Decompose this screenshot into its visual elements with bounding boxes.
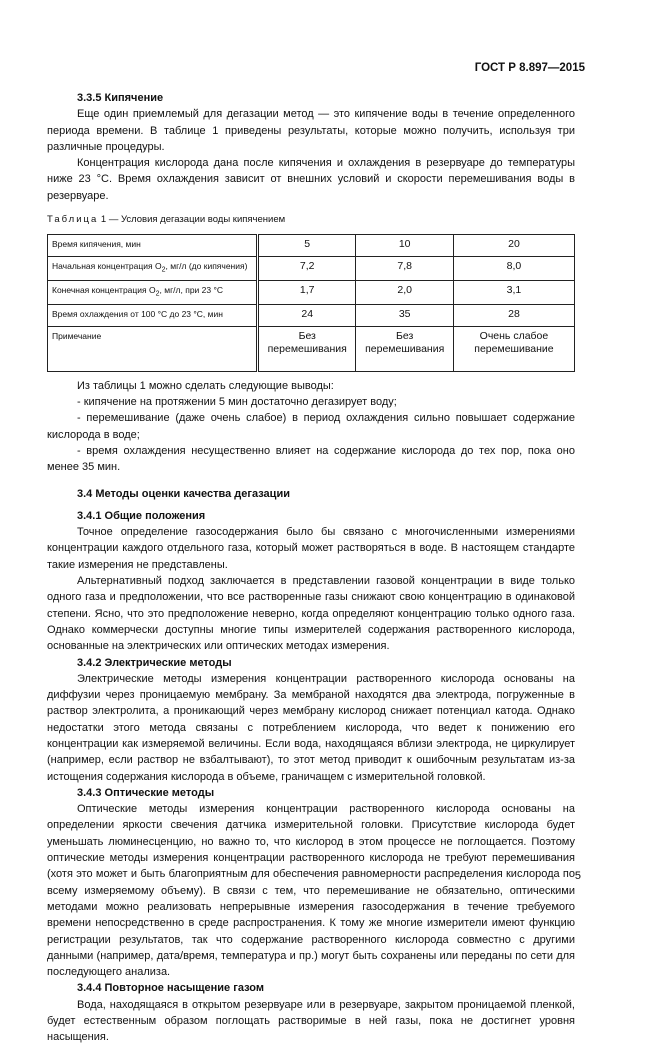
list-item: - перемешивание (даже очень слабое) в период охлаждения сильно повышает содержание кислорода в воде; [47,412,575,441]
cell: 24 [258,304,356,326]
list-item: - время охлаждения несущественно влияет на содержание кислорода до тех пор, пока оно менее 35 мин. [47,444,575,474]
paragraph: Вода, находящаяся в открытом резервуаре или в резервуаре, закрытом проницаемой пленкой, будет естественным образом поглощать растворимые в ней газы, пока не достигнет уровня насыщения. [47,998,575,1044]
paragraph: Альтернативный подход заключается в представлении газовой концентрации в виде только одного газа и предположении, что все растворенные газы снижают свою концентрацию в одинаковой степени. Ясно, что это предположение неверно, когда определяют концентрацию только одного газа. Однако коммерчески доступны многие типы измерителей содержания растворенного кислорода, основанные на электрических или оптических методах измерения. [47,575,575,653]
section-heading: 3.3.5 Кипячение [77,92,164,104]
cell: Без перемешивания [258,326,356,371]
section-heading: 3.4.3 Оптические методы [77,786,215,799]
row-label: Примечание [48,326,258,371]
cell: 2,0 [356,281,453,305]
row-label: Время кипячения, мин [48,235,258,257]
page-number: 5 [574,870,581,882]
table-caption-prefix: Таблица [47,214,99,226]
cell: 7,2 [258,257,356,281]
table-row [48,281,575,305]
subscript: 2 [155,290,160,298]
label-part: Начальная концентрация O [52,261,162,272]
table-row [48,257,575,281]
paragraph: Точное определение газосодержания было бы связано с многочисленными измерениями концентрации каждого отдельного газа, который может растворяться в воде. В настоящем стандарте такие измерения не представлены. [47,526,575,571]
cell: 20 [453,235,574,257]
cell: 28 [453,304,574,326]
table-caption-text: 1 — Условия дегазации воды кипячением [100,214,286,226]
cell: 3,1 [453,281,574,305]
paragraph: Электрические методы измерения концентрации растворенного кислорода основаны на диффузии через проницаемую мембрану. За мембраной находятся два электрода, погруженные в раствор электролита, а проникающий через мембрану кислород снижает потенциал катода. Однако недостатки этого метода связаны с потреблением кислорода, что ведет к понижению его концентрации как измеряемой величины. Если вода, находящаяся вблизи электрода, не циркулирует (например, если раствор не взбалтывают), то этот метод приводит к ошибочным результатам из-за истощения содержания кислорода в объеме, граничащем с измерительной головкой. [47,672,575,783]
cell: 5 [258,235,356,257]
table-row [48,326,575,371]
table-row [48,235,575,257]
section-heading: 3.4.4 Повторное насыщение газом [77,982,264,995]
subscript: 2 [161,267,166,275]
section-heading: 3.4.2 Электрические методы [77,656,232,669]
cell: 8,0 [453,257,574,281]
section-3-3-5 [47,90,575,1046]
row-label [48,281,258,305]
label-part: , мг/л (до кипячения) [165,261,248,272]
cell: 1,7 [258,281,356,305]
section-heading: 3.4.1 Общие положения [77,509,206,522]
label-part: Конечная концентрация O [52,285,156,296]
cell: Без перемешивания [356,326,453,371]
paragraph: Еще один приемлемый для дегазации метод — это кипячение воды в течение определенного периода времени. В таблице 1 приведены результаты, которые можно получить, используя три различные процедуры. [47,108,575,153]
row-label: Время охлаждения от 100 °С до 23 °С, мин [48,304,258,326]
table-caption [47,212,575,228]
label-part: , мг/л, при 23 °С [159,285,224,296]
cell: 7,8 [356,257,453,281]
cell: Очень слабое перемешивание [453,326,574,371]
paragraph: Оптические методы измерения концентрации растворенного кислорода основаны на определении яркости свечения датчика измерительной головки. Присутствие кислорода будет уменьшать люминесценцию, но важно то, что кислород в этом процессе не поглощается. Поэтому оптические методы измерения концентрации растворенного кислорода не требуют перемешивания (хотя это может и быть благоприятным для обеспечения равномерности распределения кислорода по всему измеряемому объему). В связи с тем, что перемешивание не обязательно, оптическими методами можно реализовать непрерывные измерения газосодержания в течение требуемого времени непосредственно в среде распространения. К тому же многие измерители имеют функцию регистрации результатов, так что содержание растворенного кислорода совместно с другими данными (например, дата/время, температура и пр.) могут быть сохранены или переданы по сети для последующего анализа. [47,803,575,979]
cell: 35 [356,304,453,326]
standard-number: ГОСТ Р 8.897—2015 [474,62,585,74]
paragraph: Из таблицы 1 можно сделать следующие выводы: [77,379,334,392]
row-label [48,257,258,281]
section-heading: 3.4 Методы оценки качества дегазации [77,487,290,500]
table-row [48,304,575,326]
degassing-table [47,234,575,371]
paragraph: Концентрация кислорода дана после кипячения и охлаждения в резервуаре до температуры ниже 23 °С. Время охлаждения зависит от внешних условий и скорости перемешивания воды в резервуаре. [47,157,575,202]
list-item: - кипячение на протяжении 5 мин достаточно дегазирует воду; [77,396,397,409]
cell: 10 [356,235,453,257]
